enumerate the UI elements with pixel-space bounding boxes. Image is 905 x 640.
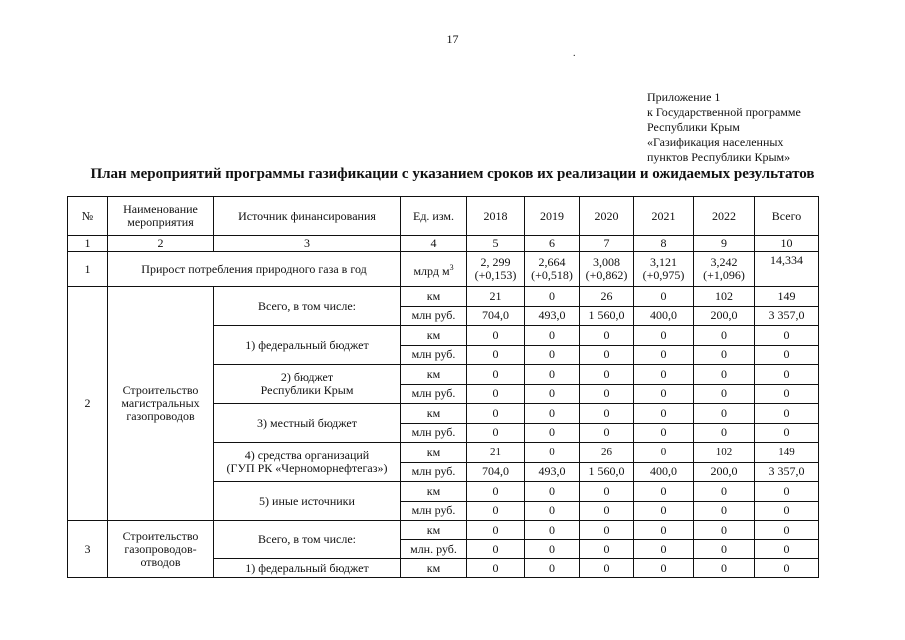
page-number: 17 [446, 32, 459, 46]
plan-table [67, 196, 819, 578]
header-year: 2019 [525, 197, 580, 236]
total-cell: 0 [755, 326, 819, 346]
total-cell: 3 357,0 [755, 462, 819, 482]
appendix-line: пунктов Республики Крым» [647, 150, 791, 164]
column-number: 3 [214, 236, 401, 252]
value-cell: 493,0 [525, 462, 580, 482]
value-cell: 0 [525, 423, 580, 443]
value-cell: 0 [580, 384, 634, 404]
value-cell: 0 [525, 540, 580, 559]
header-total: Всего [755, 197, 819, 236]
source-cell: Всего, в том числе: [214, 521, 401, 559]
value-cell: 21 [467, 443, 525, 463]
value-cell: 0 [634, 423, 694, 443]
value-cell: 0 [525, 326, 580, 346]
value-cell: 0 [467, 326, 525, 346]
value-cell: 0 [580, 423, 634, 443]
value-cell: 0 [634, 345, 694, 365]
value-cell: 0 [525, 404, 580, 424]
value-cell: 0 [694, 521, 755, 540]
column-number-row [68, 236, 819, 252]
row-number: 3 [68, 521, 108, 578]
table-row [68, 521, 819, 540]
column-number: 6 [525, 236, 580, 252]
value-cell: 0 [580, 326, 634, 346]
value-cell: 0 [580, 521, 634, 540]
column-number: 5 [467, 236, 525, 252]
value-cell: 0 [580, 501, 634, 521]
row-name: Прирост потребления природного газа в год [108, 252, 401, 287]
table-row [68, 252, 819, 287]
value-cell: 0 [694, 384, 755, 404]
value-cell: 0 [634, 521, 694, 540]
appendix-line: к Государственной программе [647, 105, 801, 119]
value-cell: 0 [634, 443, 694, 463]
value-cell: 0 [580, 365, 634, 385]
row-name: Строительство магистральных газопроводов [108, 287, 214, 521]
unit-cell: км [401, 404, 467, 424]
value-cell: 2, 299 (+0,153) [467, 252, 525, 287]
header-year: 2020 [580, 197, 634, 236]
value-cell: 704,0 [467, 462, 525, 482]
value-cell: 0 [580, 404, 634, 424]
source-cell: 5) иные источники [214, 482, 401, 521]
unit-cell: млн руб. [401, 501, 467, 521]
source-cell: 4) средства организаций (ГУП РК «Черноморнефтегаз») [214, 443, 401, 482]
value-cell: 0 [634, 559, 694, 578]
unit-cell: млн руб. [401, 462, 467, 482]
value-cell: 21 [467, 287, 525, 307]
value-cell: 1 560,0 [580, 306, 634, 326]
header-num: № [68, 197, 108, 236]
column-number: 8 [634, 236, 694, 252]
value-cell: 0 [525, 443, 580, 463]
total-cell: 0 [755, 365, 819, 385]
total-cell: 3 357,0 [755, 306, 819, 326]
value-cell: 0 [467, 384, 525, 404]
total-cell: 0 [755, 423, 819, 443]
value-cell: 0 [467, 540, 525, 559]
value-cell: 0 [580, 540, 634, 559]
row-name: Строительство газопроводов- отводов [108, 521, 214, 578]
value-cell: 200,0 [694, 306, 755, 326]
total-cell: 0 [755, 540, 819, 559]
header-unit: Ед. изм. [401, 197, 467, 236]
column-number: 4 [401, 236, 467, 252]
column-number: 7 [580, 236, 634, 252]
unit-cell: млн. руб. [401, 540, 467, 559]
value-cell: 0 [525, 384, 580, 404]
value-cell: 0 [467, 423, 525, 443]
row-number: 1 [68, 252, 108, 287]
total-cell: 0 [755, 501, 819, 521]
unit-cell: км [401, 365, 467, 385]
appendix-note [647, 90, 801, 165]
value-cell: 0 [467, 482, 525, 502]
source-cell: Всего, в том числе: [214, 287, 401, 326]
total-cell: 0 [755, 482, 819, 502]
total-cell: 14,334 [755, 252, 819, 287]
value-cell: 0 [634, 326, 694, 346]
unit-cell: млн руб. [401, 423, 467, 443]
value-cell: 0 [634, 287, 694, 307]
value-cell: 0 [694, 326, 755, 346]
total-cell: 0 [755, 404, 819, 424]
unit-cell: км [401, 559, 467, 578]
value-cell: 704,0 [467, 306, 525, 326]
value-cell: 0 [694, 540, 755, 559]
total-cell: 0 [755, 345, 819, 365]
value-cell: 0 [525, 287, 580, 307]
unit-cell: млн руб. [401, 384, 467, 404]
value-cell: 102 [694, 287, 755, 307]
value-cell: 0 [525, 559, 580, 578]
value-cell: 0 [467, 365, 525, 385]
document-title: План мероприятий программы газификации с указанием сроков их реализации и ожидаемых результатов [90, 166, 815, 182]
unit-cell: км [401, 521, 467, 540]
value-cell: 200,0 [694, 462, 755, 482]
value-cell: 0 [580, 482, 634, 502]
value-cell: 3,242 (+1,096) [694, 252, 755, 287]
value-cell: 0 [694, 482, 755, 502]
value-cell: 0 [694, 559, 755, 578]
column-number: 10 [755, 236, 819, 252]
value-cell: 102 [694, 443, 755, 463]
header-year: 2022 [694, 197, 755, 236]
unit-cell: млн руб. [401, 345, 467, 365]
source-cell: 3) местный бюджет [214, 404, 401, 443]
appendix-line: Приложение 1 [647, 90, 721, 104]
value-cell: 0 [634, 365, 694, 385]
unit-cell: км [401, 287, 467, 307]
value-cell: 0 [694, 345, 755, 365]
appendix-line: «Газификация населенных [647, 135, 784, 149]
value-cell: 26 [580, 287, 634, 307]
value-cell: 2,664 (+0,518) [525, 252, 580, 287]
value-cell: 0 [694, 404, 755, 424]
value-cell: 0 [525, 521, 580, 540]
total-cell: 0 [755, 521, 819, 540]
source-cell: 1) федеральный бюджет [214, 326, 401, 365]
value-cell: 400,0 [634, 306, 694, 326]
value-cell: 0 [694, 501, 755, 521]
value-cell: 0 [525, 345, 580, 365]
unit-cell: млн руб. [401, 306, 467, 326]
unit-cell: км [401, 443, 467, 463]
value-cell: 0 [634, 482, 694, 502]
value-cell: 0 [634, 384, 694, 404]
unit-cell: км [401, 482, 467, 502]
value-cell: 0 [694, 423, 755, 443]
value-cell: 400,0 [634, 462, 694, 482]
value-cell: 3,121 (+0,975) [634, 252, 694, 287]
value-cell: 0 [694, 365, 755, 385]
value-cell: 0 [525, 365, 580, 385]
column-number: 2 [108, 236, 214, 252]
total-cell: 149 [755, 443, 819, 463]
value-cell: 0 [467, 521, 525, 540]
total-cell: 149 [755, 287, 819, 307]
header-year: 2021 [634, 197, 694, 236]
header-name: Наименование мероприятия [108, 197, 214, 236]
source-cell: 2) бюджет Республики Крым [214, 365, 401, 404]
total-cell: 0 [755, 559, 819, 578]
value-cell: 1 560,0 [580, 462, 634, 482]
value-cell: 0 [467, 559, 525, 578]
value-cell: 0 [467, 404, 525, 424]
column-number: 1 [68, 236, 108, 252]
header-source: Источник финансирования [214, 197, 401, 236]
table-row [68, 287, 819, 307]
value-cell: 0 [467, 501, 525, 521]
value-cell: 0 [580, 559, 634, 578]
column-number: 9 [694, 236, 755, 252]
unit-cell: км [401, 326, 467, 346]
value-cell: 0 [525, 482, 580, 502]
value-cell: 0 [634, 501, 694, 521]
value-cell: 26 [580, 443, 634, 463]
appendix-line: Республики Крым [647, 120, 740, 134]
stray-mark: . [573, 48, 576, 59]
total-cell: 0 [755, 384, 819, 404]
value-cell: 0 [525, 501, 580, 521]
value-cell: 493,0 [525, 306, 580, 326]
value-cell: 0 [580, 345, 634, 365]
header-year: 2018 [467, 197, 525, 236]
source-cell: 1) федеральный бюджет [214, 559, 401, 578]
row-number: 2 [68, 287, 108, 521]
value-cell: 0 [634, 404, 694, 424]
value-cell: 3,008 (+0,862) [580, 252, 634, 287]
value-cell: 0 [634, 540, 694, 559]
unit-cell: млрд $м^3$ [401, 252, 467, 287]
value-cell: 0 [467, 345, 525, 365]
header-row [68, 197, 819, 236]
